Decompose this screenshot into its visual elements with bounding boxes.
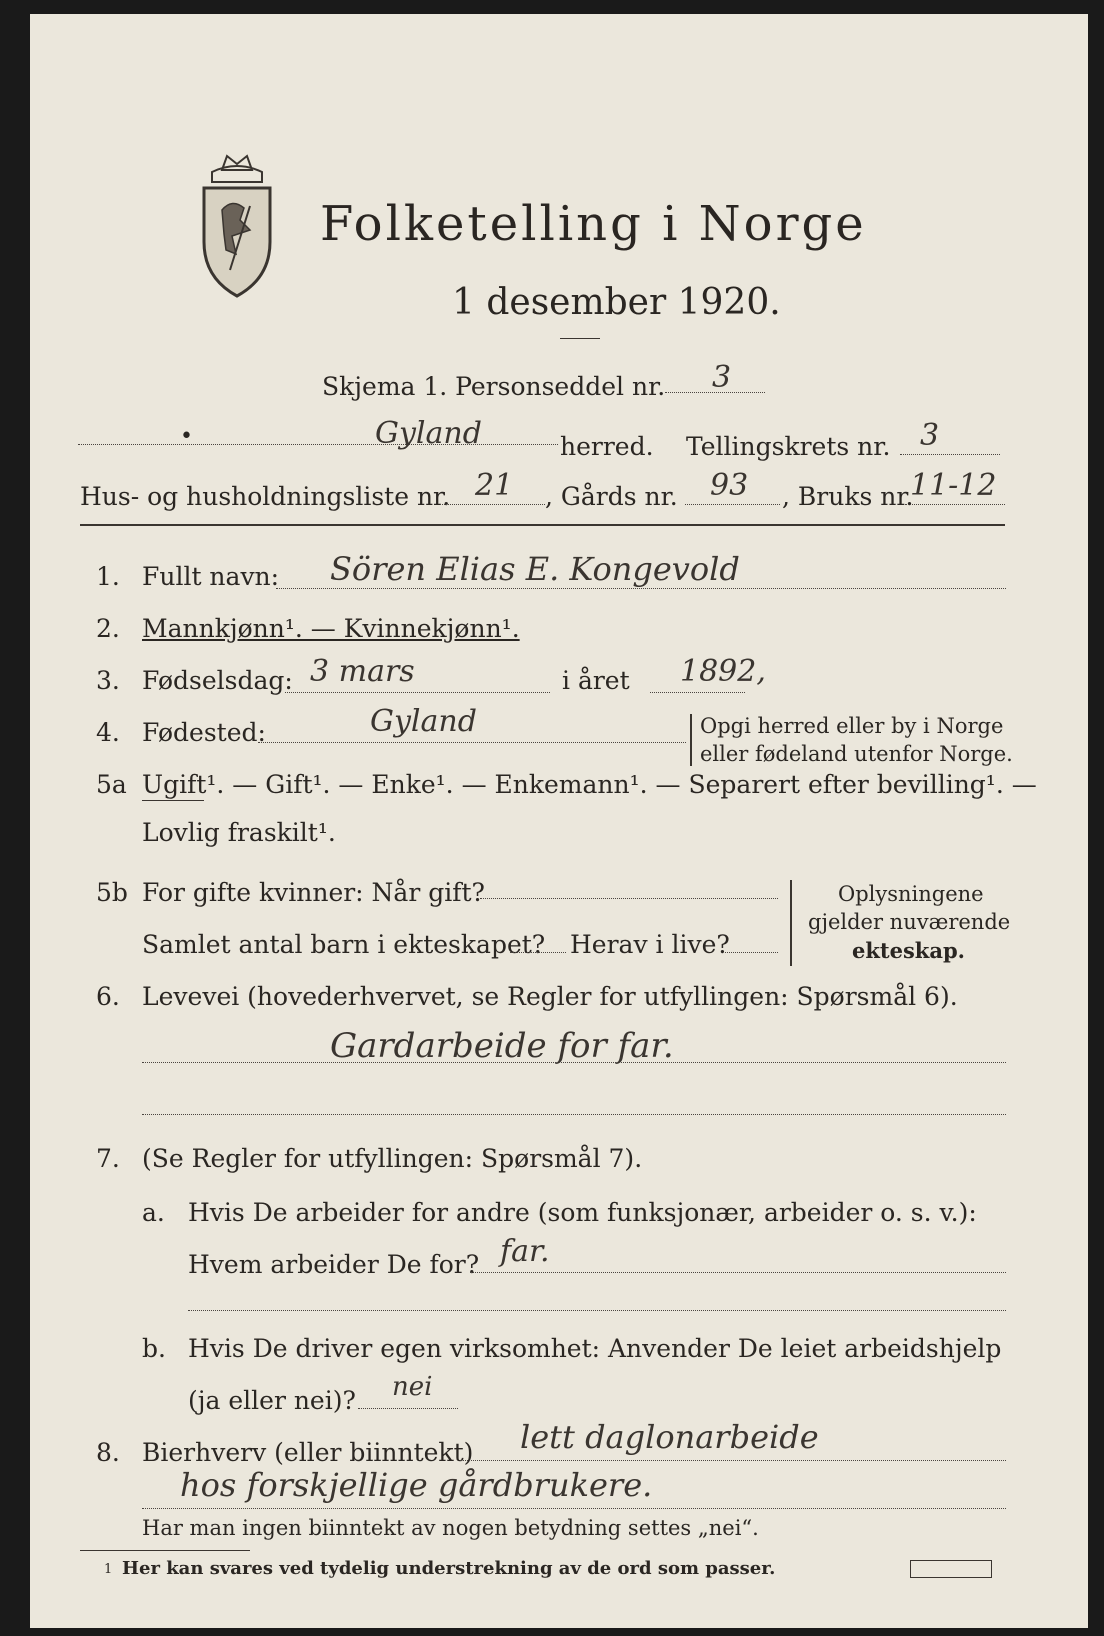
- q8-number: 8.: [96, 1438, 120, 1467]
- bruks-label: , Bruks nr.: [782, 482, 914, 511]
- footnote-marker: 1: [104, 1562, 113, 1577]
- q4-line: [258, 742, 686, 743]
- q7a-value: far.: [500, 1234, 550, 1269]
- q5b-line: [480, 898, 778, 899]
- q4-brace: [690, 714, 692, 766]
- footnote-separator: [80, 1550, 250, 1551]
- q5a-ugift-underline: [142, 800, 204, 801]
- q8-value-1: lett daglonarbeide: [520, 1418, 819, 1456]
- bruks-line: [905, 504, 1005, 505]
- q4-note-1: Opgi herred eller by i Norge: [700, 714, 1004, 738]
- q7b-value: nei: [392, 1372, 433, 1402]
- q6-value: Gardarbeide for far.: [330, 1026, 674, 1066]
- q3-label: Fødselsdag:: [142, 666, 293, 695]
- q5b-alive-label: Herav i live?: [570, 930, 730, 959]
- q5a-label: Ugift¹. — Gift¹. — Enke¹. — Enkemann¹. — Separert efter bevilling¹. —: [142, 770, 1037, 799]
- herred-value: Gyland: [375, 416, 482, 451]
- q5b-children-label: Samlet antal barn i ekteskapet?: [142, 930, 546, 959]
- q3-value: 3 mars: [310, 654, 415, 689]
- q8-value-2: hos forskjellige gårdbrukere.: [180, 1466, 653, 1504]
- q7a-line-2: [188, 1310, 1006, 1311]
- q7-number: 7.: [96, 1144, 120, 1173]
- printer-stamp: [910, 1560, 992, 1578]
- q7a-line-1: [470, 1272, 1006, 1273]
- q8-line-1: [460, 1460, 1006, 1461]
- q6-line-1: [142, 1062, 1006, 1063]
- q3-line: [285, 692, 550, 693]
- q5b-brace: [790, 880, 792, 966]
- q4-note-2: eller fødeland utenfor Norge.: [700, 742, 1013, 766]
- bruks-value: 11-12: [910, 468, 997, 503]
- title-separator: [560, 338, 600, 339]
- q5b-children-line: [510, 952, 566, 953]
- herred-label: herred.: [560, 432, 654, 461]
- personseddel-number: 3: [712, 360, 732, 395]
- form-date: 1 desember 1920.: [452, 282, 781, 323]
- q7-label: (Se Regler for utfyllingen: Spørsmål 7).: [142, 1144, 643, 1173]
- q5a-label-cont: Lovlig fraskilt¹.: [142, 818, 336, 847]
- q3-year-line: [650, 692, 745, 693]
- q1-line: [276, 588, 1006, 589]
- q7a-letter: a.: [142, 1198, 165, 1227]
- tellingskrets-value: 3: [920, 418, 940, 453]
- q2-number: 2.: [96, 614, 120, 643]
- q5b-label: For gifte kvinner: Når gift?: [142, 878, 485, 907]
- q5b-note-3: ekteskap.: [852, 938, 965, 963]
- q7a-label: Hvis De arbeider for andre (som funksjonær, arbeider o. s. v.):: [188, 1198, 977, 1227]
- herred-line: [78, 444, 558, 445]
- q7b-line: [358, 1408, 458, 1409]
- tellingskrets-label: Tellingskrets nr.: [686, 432, 891, 461]
- gards-line: [685, 504, 780, 505]
- q8-line-2: [142, 1508, 1006, 1509]
- q3-year-label: i året: [562, 666, 630, 695]
- q5b-note-1: Oplysningene: [838, 882, 984, 906]
- q1-label: Fullt navn:: [142, 562, 280, 591]
- husholdningsliste-line: [440, 504, 545, 505]
- q7b-letter: b.: [142, 1334, 166, 1363]
- q3-year-value: 1892,: [680, 654, 766, 689]
- q7a-who-label: Hvem arbeider De for?: [188, 1250, 480, 1279]
- tellingskrets-line: [900, 454, 1000, 455]
- q4-value: Gyland: [370, 704, 477, 739]
- q7b-label: Hvis De driver egen virksomhet: Anvender De leiet arbeidshjelp: [188, 1334, 1002, 1363]
- form-title: Folketelling i Norge: [320, 196, 867, 252]
- q7b-yesno-label: (ja eller nei)?: [188, 1386, 356, 1415]
- gards-value: 93: [710, 468, 749, 503]
- q5b-note-2: gjelder nuværende: [808, 910, 1011, 934]
- dot-mark: •: [180, 424, 193, 449]
- q5a-number: 5a: [96, 770, 127, 799]
- census-form-sheet: [30, 14, 1088, 1628]
- norwegian-coat-of-arms-icon: [192, 150, 282, 300]
- q2-label: Mannkjønn¹. — Kvinnekjønn¹.: [142, 614, 520, 643]
- husholdningsliste-value: 21: [475, 468, 514, 503]
- q6-label: Levevei (hovederhvervet, se Regler for utfyllingen: Spørsmål 6).: [142, 982, 958, 1011]
- gards-label: , Gårds nr.: [545, 482, 678, 511]
- q5b-number: 5b: [96, 878, 128, 907]
- husholdningsliste-label: Hus- og husholdningsliste nr.: [80, 482, 451, 511]
- schema-label: Skjema 1. Personseddel nr.: [322, 372, 666, 401]
- q8-note: Har man ingen biinntekt av nogen betydning settes „nei“.: [142, 1516, 759, 1540]
- personseddel-line: [665, 392, 765, 393]
- q4-label: Fødested:: [142, 718, 266, 747]
- q3-number: 3.: [96, 666, 120, 695]
- q6-number: 6.: [96, 982, 120, 1011]
- q1-value: Sören Elias E. Kongevold: [330, 550, 740, 588]
- q1-number: 1.: [96, 562, 120, 591]
- q5b-alive-line: [725, 952, 778, 953]
- footnote-text: Her kan svares ved tydelig understrekning av de ord som passer.: [122, 1558, 776, 1579]
- q4-number: 4.: [96, 718, 120, 747]
- q8-label: Bierhverv (eller biinntekt): [142, 1438, 474, 1467]
- header-separator: [80, 524, 1005, 526]
- q6-line-2: [142, 1114, 1006, 1115]
